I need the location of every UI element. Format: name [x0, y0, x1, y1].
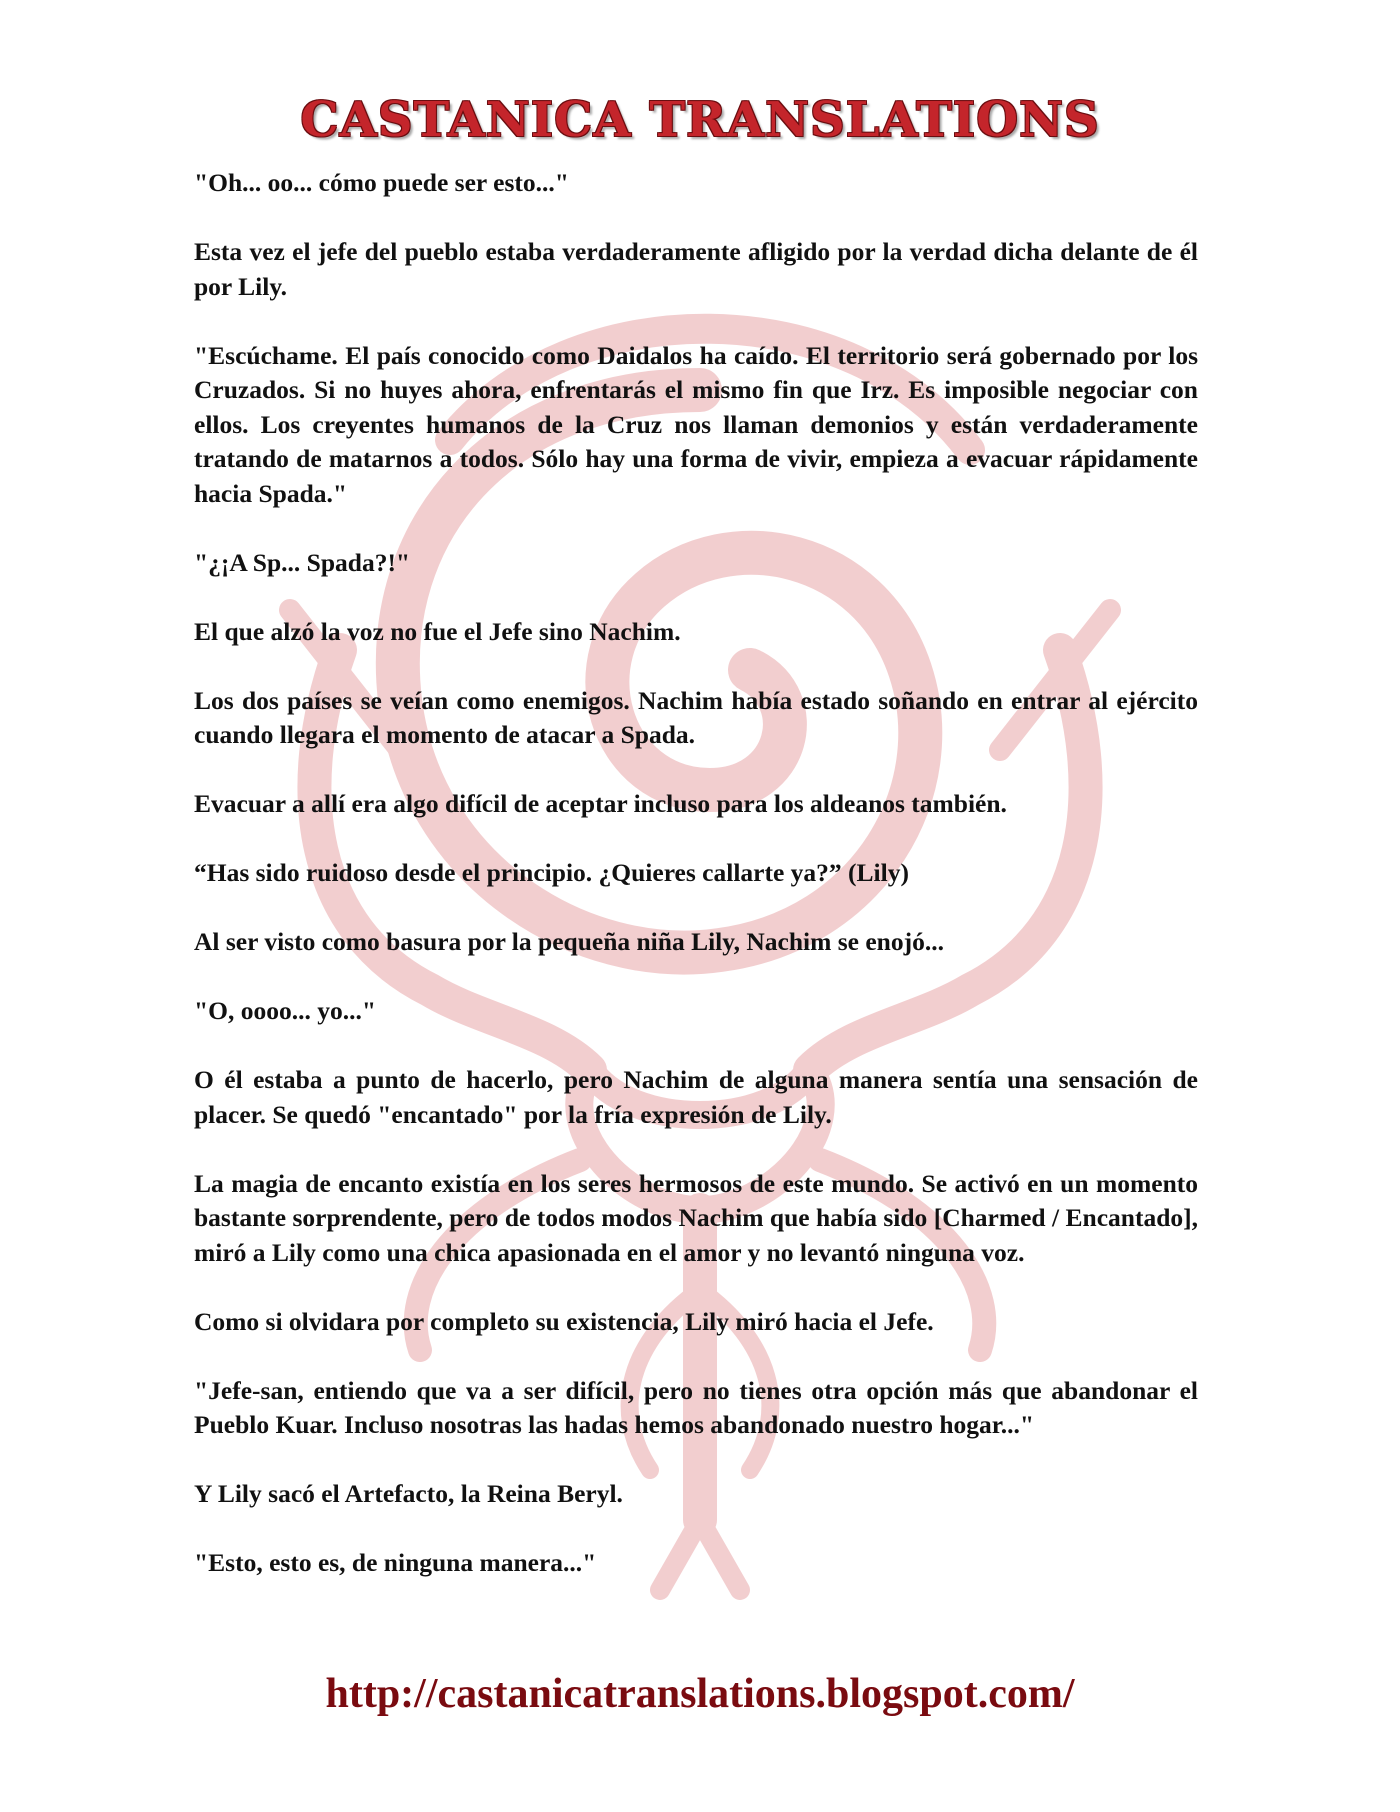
- paragraph: O él estaba a punto de hacerlo, pero Nachim de alguna manera sentía una sensación de placer. Se quedó "encantado" por la fría expresión de Lily.: [194, 1065, 1198, 1129]
- footer-url-link[interactable]: http://castanicatranslations.blogspot.com/: [325, 1671, 1075, 1717]
- paragraph: "Esto, esto es, de ninguna manera...": [194, 1548, 597, 1577]
- paragraph: Y Lily sacó el Artefacto, la Reina Beryl.: [194, 1479, 623, 1508]
- paragraph: "Jefe-san, entiendo que va a ser difícil, pero no tienes otra opción más que abandonar el Pueblo Kuar. Incluso nosotras las hadas hemos abandonado nuestro hogar...": [194, 1375, 1198, 1439]
- paragraph: La magia de encanto existía en los seres hermosos de este mundo. Se activó en un momento bastante sorprendente, pero de todos modos Nachim que había sido [Charmed / Encantado], miró a Lily como una chica apasionada en el amor y no levantó ninguna voz.: [194, 1168, 1198, 1267]
- paragraph: Al ser visto como basura por la pequeña niña Lily, Nachim se enojó...: [194, 927, 944, 956]
- translation-body: [194, 166, 1198, 1615]
- paragraph: "Escúchame. El país conocido como Daidalos ha caído. El territorio será gobernado por los Cruzados. Si no huyes ahora, enfrentarás el mismo fin que Irz. Es imposible negociar con ellos. Los creyentes humanos de la Cruz nos llaman demonios y están verdaderamente tratando de matarnos a todos. Sólo hay una forma de vivir, empieza a evacuar rápidamente hacia Spada.": [194, 340, 1198, 508]
- paragraph: "O, oooo... yo...": [194, 996, 377, 1025]
- paragraph: "Oh... oo... cómo puede ser esto...": [194, 168, 569, 197]
- header-title: CASTANICA TRANSLATIONS: [300, 92, 1100, 148]
- paragraph: Como si olvidara por completo su existencia, Lily miró hacia el Jefe.: [194, 1306, 934, 1336]
- paragraph: El que alzó la voz no fue el Jefe sino Nachim.: [194, 616, 681, 646]
- paragraph: Evacuar a allí era algo difícil de aceptar incluso para los aldeanos también.: [194, 789, 1007, 818]
- paragraph: “Has sido ruidoso desde el principio. ¿Quieres callarte ya?” (Lily): [194, 858, 909, 887]
- paragraph: Esta vez el jefe del pueblo estaba verdaderamente afligido por la verdad dicha delante de él por Lily.: [194, 237, 1198, 301]
- paragraph: Los dos países se veían como enemigos. Nachim había estado soñando en entrar al ejército cuando llegara el momento de atacar a Spada.: [194, 685, 1198, 749]
- paragraph: "¿¡A Sp... Spada?!": [194, 547, 411, 577]
